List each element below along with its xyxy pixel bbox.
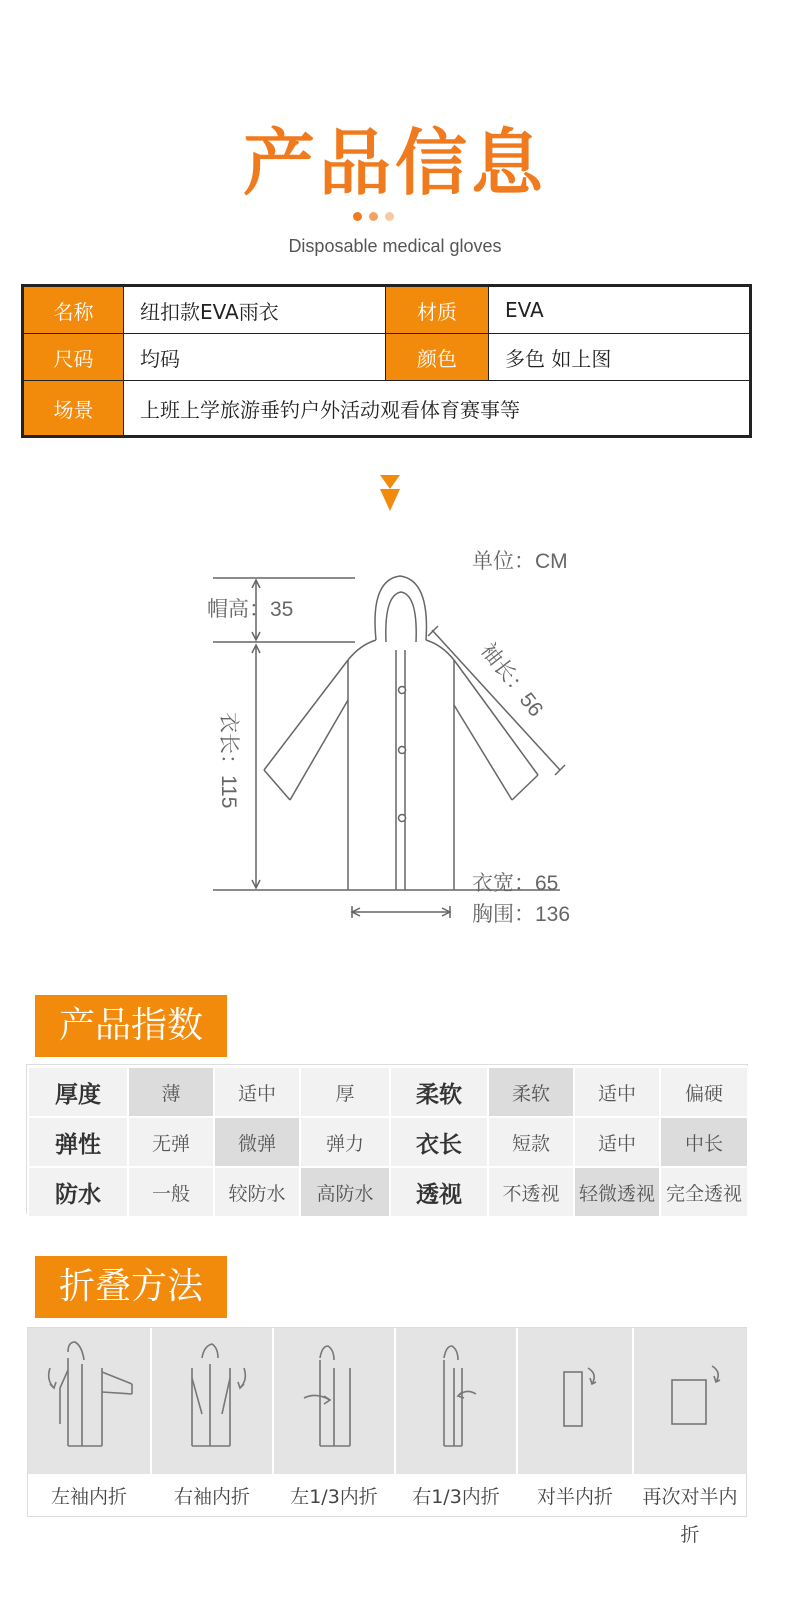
- info-value-scene: 上班上学旅游垂钓户外活动观看体育赛事等: [124, 381, 750, 436]
- fold-step-label: 左袖内折: [50, 1486, 127, 1508]
- index-option: 厚: [300, 1067, 390, 1117]
- fold-step-label: 左1/3内折: [290, 1486, 378, 1508]
- chest-label: 胸围：136: [472, 903, 571, 926]
- fold-right-sleeve-icon: [152, 1328, 272, 1474]
- index-option: 完全透视: [660, 1167, 748, 1217]
- fold-step: [274, 1328, 394, 1516]
- table-row: [24, 287, 750, 334]
- width-label: 衣宽：65: [472, 872, 559, 895]
- decor-dot: [353, 212, 362, 221]
- product-index-table: [27, 1066, 747, 1218]
- raincoat-size-diagram: [150, 510, 610, 930]
- index-option: 短款: [488, 1117, 574, 1167]
- index-option-selected: 微弹: [214, 1117, 300, 1167]
- fold-step: [28, 1328, 150, 1516]
- unit-label: 单位：CM: [472, 550, 568, 573]
- decor-dot: [369, 212, 378, 221]
- index-attribute-label: 透视: [390, 1167, 488, 1217]
- index-option: 偏硬: [660, 1067, 748, 1117]
- index-option-selected: 柔软: [488, 1067, 574, 1117]
- index-section-title: 产品指数: [35, 995, 227, 1057]
- index-option: 适中: [214, 1067, 300, 1117]
- index-option: 适中: [574, 1117, 660, 1167]
- table-row: [24, 334, 750, 381]
- index-row: [28, 1117, 748, 1167]
- index-option: 弹力: [300, 1117, 390, 1167]
- index-attribute-label: 弹性: [28, 1117, 128, 1167]
- fold-step: [396, 1328, 516, 1516]
- index-option: 一般: [128, 1167, 214, 1217]
- fold-step-label: 右1/3内折: [412, 1486, 500, 1508]
- index-option-selected: 薄: [128, 1067, 214, 1117]
- length-label: 衣长：115: [217, 712, 240, 809]
- index-row: [28, 1167, 748, 1217]
- info-label-material: 材质: [386, 287, 489, 334]
- index-attribute-label: 防水: [28, 1167, 128, 1217]
- fold-left-sleeve-icon: [28, 1328, 150, 1474]
- fold-step-label: 再次对半内折: [642, 1486, 738, 1546]
- product-info-table: [21, 284, 752, 438]
- fold-left-third-icon: [274, 1328, 394, 1474]
- fold-half-again-icon: [634, 1328, 746, 1474]
- info-value-material: EVA: [489, 287, 750, 334]
- fold-step-label: 对半内折: [536, 1486, 613, 1508]
- fold-step: [634, 1328, 746, 1546]
- info-label-name: 名称: [24, 287, 124, 334]
- info-label-scene: 场景: [24, 381, 124, 436]
- index-option: 较防水: [214, 1167, 300, 1217]
- fold-step: [518, 1328, 632, 1516]
- sleeve-label: 袖长：56: [476, 638, 548, 722]
- page-subtitle: Disposable medical gloves: [288, 236, 502, 256]
- info-value-size: 均码: [124, 334, 386, 381]
- index-option: 不透视: [488, 1167, 574, 1217]
- index-option: 适中: [574, 1067, 660, 1117]
- index-attribute-label: 衣长: [390, 1117, 488, 1167]
- fold-section-title: 折叠方法: [35, 1256, 227, 1318]
- fold-step: [152, 1328, 272, 1516]
- page-title: 产品信息: [242, 121, 547, 205]
- decor-dot: [385, 212, 394, 221]
- info-label-color: 颜色: [386, 334, 489, 381]
- index-option-selected: 高防水: [300, 1167, 390, 1217]
- index-option-selected: 中长: [660, 1117, 748, 1167]
- fold-step-label: 右袖内折: [173, 1486, 250, 1508]
- info-label-size: 尺码: [24, 334, 124, 381]
- table-row: [24, 381, 750, 436]
- hood-height-label: 帽高：35: [207, 598, 294, 621]
- index-attribute-label: 厚度: [28, 1067, 128, 1117]
- index-option: 无弹: [128, 1117, 214, 1167]
- index-attribute-label: 柔软: [390, 1067, 488, 1117]
- down-arrow-icon: [378, 475, 402, 513]
- info-value-color: 多色 如上图: [489, 334, 750, 381]
- info-value-name: 纽扣款EVA雨衣: [124, 287, 386, 334]
- fold-half-icon: [518, 1328, 632, 1474]
- fold-steps: [27, 1327, 747, 1546]
- fold-right-third-icon: [396, 1328, 516, 1474]
- index-option-selected: 轻微透视: [574, 1167, 660, 1217]
- index-row: [28, 1067, 748, 1117]
